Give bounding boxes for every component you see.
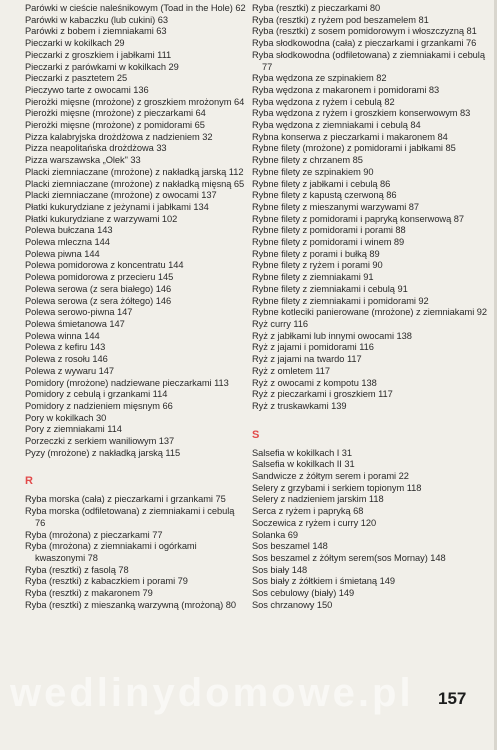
index-group-r-continued [252, 3, 488, 413]
index-entry: Pieczarki z groszkiem i jabłkami 111 [25, 49, 172, 60]
index-entry: Ryba morska (odfiletowana) z ziemniakami i cebulą 76 [25, 506, 235, 528]
index-entry: Rybne filety z ryżem i porami 90 [252, 260, 383, 271]
index-entry: Ryba (mrożona) z pieczarkami 77 [25, 529, 163, 540]
index-entry: Pory w kokilkach 30 [25, 412, 107, 423]
index-entry: Ryba wędzona z ryżem i cebulą 82 [252, 96, 395, 107]
index-entry: Rybne filety ze szpinakiem 90 [252, 166, 374, 177]
section-gap [25, 459, 247, 472]
index-entry: Ryba słodkowodna (odfiletowana) z ziemniakami i cebulą 77 [252, 49, 485, 72]
index-entry: Polewa z rosołu 146 [25, 354, 108, 365]
index-entry: Polewa śmietanowa 147 [25, 318, 125, 329]
index-entry: Ryż z pieczarkami i groszkiem 117 [252, 389, 393, 400]
index-entry: Pieczarki z pasztetem 25 [25, 73, 128, 84]
index-entry: Rybna konserwa z pieczarkami i makaronem 84 [252, 131, 448, 142]
index-entry: Sos beszamel z żółtym serem(sos Mornay) 148 [252, 552, 446, 563]
index-entry: Rybne filety z ziemniakami 91 [252, 272, 374, 283]
index-entry: Pieczarki z parówkami w kokilkach 29 [25, 61, 179, 72]
index-entry: Rybne filety z ziemniakami i pomidorami 92 [252, 295, 429, 306]
index-entry: Polewa bułczana 143 [25, 225, 113, 236]
index-entry: Pomidory z nadzieniem mięsnym 66 [25, 400, 173, 411]
index-entry: Pomidory (mrożone) nadziewane pieczarkami 113 [25, 377, 229, 388]
index-entry: Salsefia w kokilkach II 31 [252, 459, 355, 470]
index-entry: Polewa z kefiru 143 [25, 342, 106, 353]
index-entry: Ryba wędzona z makaronem i pomidorami 83 [252, 84, 440, 95]
section-letter-r: R [25, 475, 33, 488]
index-entry: Rybne filety z pomidorami i papryką konserwową 87 [252, 213, 464, 224]
index-entry: Ryż z jajami i pomidorami 116 [252, 342, 374, 353]
index-entry: Ryba morska (cała) z pieczarkami i grzankami 75 [25, 494, 226, 505]
index-entry: Placki ziemniaczane (mrożone) z owocami 137 [25, 190, 217, 201]
index-entry: Ryż z jabłkami lub innymi owocami 138 [252, 330, 412, 341]
index-entry: Pizza warszawska „Olek" 33 [25, 155, 141, 166]
index-entry: Rybne filety (mrożone) z pomidorami i jabłkami 85 [252, 143, 456, 154]
index-entry: Serca z ryżem i papryką 68 [252, 506, 364, 517]
section-gap [252, 413, 488, 426]
index-group-s [252, 448, 488, 612]
index-entry: Pieczywo tarte z owocami 136 [25, 84, 149, 95]
index-entry: Ryż z jajami na twardo 117 [252, 354, 362, 365]
index-entry: Rybne filety z kapustą czerwoną 86 [252, 190, 397, 201]
index-entry: Polewa pomidorowa z koncentratu 144 [25, 260, 184, 271]
index-entry: Salsefia w kokilkach I 31 [252, 447, 353, 458]
index-column-right [252, 3, 488, 611]
index-entry: Ryba (resztki) z ryżem pod beszamelem 81 [252, 14, 429, 25]
index-entry: Parówki z bobem i ziemniakami 63 [25, 26, 167, 37]
index-group-p [25, 3, 247, 459]
index-entry: Placki ziemniaczane (mrożone) z nakładką mięsną 65 [25, 178, 245, 189]
index-entry: Porzeczki z serkiem waniliowym 137 [25, 436, 175, 447]
index-entry: Polewa serowa (z sera żółtego) 146 [25, 295, 172, 306]
index-entry: Płatki kukurydziane z jeżynami i jabłkami 134 [25, 201, 209, 212]
index-entry: Rybne filety z pomidorami i porami 88 [252, 225, 406, 236]
index-entry: Sandwicze z żółtym serem i porami 22 [252, 471, 409, 482]
index-entry: Polewa piwna 144 [25, 248, 100, 259]
index-entry: Polewa winna 144 [25, 330, 100, 341]
watermark: wedlinydomowe.pl [10, 671, 414, 715]
index-entry: Ryba (resztki) z pieczarkami 80 [252, 3, 381, 13]
index-entry: Solanka 69 [252, 529, 299, 540]
index-entry: Polewa z wywaru 147 [25, 365, 114, 376]
index-entry: Pierożki mięsne (mrożone) z pomidorami 65 [25, 120, 205, 131]
index-entry: Rybne filety z pomidorami i winem 89 [252, 237, 405, 248]
index-entry: Sos biały z żółtkiem i śmietaną 149 [252, 576, 395, 587]
index-entry: Polewa serowo-piwna 147 [25, 307, 133, 318]
index-entry: Polewa pomidorowa z przecieru 145 [25, 272, 174, 283]
index-entry: Ryba słodkowodna (cała) z pieczarkami i grzankami 76 [252, 38, 477, 49]
index-entry: Pierożki mięsne (mrożone) z groszkiem mrożonym 64 [25, 96, 245, 107]
index-column-left [25, 3, 247, 611]
index-entry: Pizza kalabryjska drożdżowa z nadzieniem 32 [25, 131, 213, 142]
index-entry: Rybne filety z ziemniakami i cebulą 91 [252, 283, 408, 294]
index-entry: Rybne filety z chrzanem 85 [252, 155, 363, 166]
index-entry: Sos cebulowy (biały) 149 [252, 588, 355, 599]
index-entry: Pieczarki w kokilkach 29 [25, 38, 125, 49]
index-entry: Parówki w kabaczku (lub cukini) 63 [25, 14, 168, 25]
index-entry: Ryba (resztki) z kabaczkiem i porami 79 [25, 576, 188, 587]
index-entry: Ryba (resztki) z makaronem 79 [25, 588, 153, 599]
section-letter-s: S [252, 428, 260, 441]
index-entry: Płatki kukurydziane z warzywami 102 [25, 213, 178, 224]
index-entry: Ryba (mrożona) z ziemniakami i ogórkami kwaszonymi 78 [25, 541, 197, 563]
index-entry: Sos beszamel 148 [252, 541, 328, 552]
index-entry: Ryba (resztki) z mieszanką warzywną (mrożoną) 80 [25, 599, 236, 610]
index-entry: Ryż z truskawkami 139 [252, 400, 347, 411]
index-group-r [25, 494, 247, 611]
index-entry: Soczewica z ryżem i curry 120 [252, 517, 377, 528]
index-entry: Placki ziemniaczane (mrożone) z nakładką jarską 112 [25, 166, 244, 177]
index-entry: Rybne kotleciki panierowane (mrożone) z ziemniakami 92 [252, 307, 487, 318]
index-entry: Selery z nadzieniem jarskim 118 [252, 494, 384, 505]
index-entry: Rybne filety z porami i bułką 89 [252, 248, 380, 259]
index-entry: Pory z ziemniakami 114 [25, 424, 122, 435]
index-entry: Polewa mleczna 144 [25, 237, 110, 248]
index-entry: Rybne filety z jabłkami i cebulą 86 [252, 178, 391, 189]
index-entry: Selery z grzybami i serkiem topionym 118 [252, 482, 422, 493]
index-entry: Ryba wędzona z ryżem i groszkiem konserwowym 83 [252, 108, 471, 119]
index-entry: Pizza neapolitańska drożdżowa 33 [25, 143, 167, 154]
page-number: 157 [438, 689, 467, 708]
index-entry: Ryba wędzona ze szpinakiem 82 [252, 73, 387, 84]
index-entry: Ryż z owocami z kompotu 138 [252, 377, 377, 388]
index-entry: Polewa serowa (z sera białego) 146 [25, 283, 172, 294]
index-entry: Pomidory z cebulą i grzankami 114 [25, 389, 168, 400]
index-entry: Pierożki mięsne (mrożone) z pieczarkami 64 [25, 108, 206, 119]
index-entry: Rybne filety z mieszanymi warzywami 87 [252, 201, 420, 212]
index-entry: Ryba (resztki) z sosem pomidorowym i włoszczyzną 81 [252, 26, 477, 37]
index-entry: Ryba wędzona z ziemniakami i cebulą 84 [252, 120, 421, 131]
index-entry: Ryż z omletem 117 [252, 365, 331, 376]
index-entry: Sos chrzanowy 150 [252, 599, 333, 610]
index-entry: Ryż curry 116 [252, 318, 309, 329]
index-entry: Sos biały 148 [252, 564, 308, 575]
index-entry: Ryba (resztki) z fasolą 78 [25, 564, 129, 575]
index-entry: Pyzy (mrożone) z nakładką jarską 115 [25, 447, 181, 458]
index-entry: Parówki w cieście naleśnikowym (Toad in the Hole) 62 [25, 3, 246, 13]
